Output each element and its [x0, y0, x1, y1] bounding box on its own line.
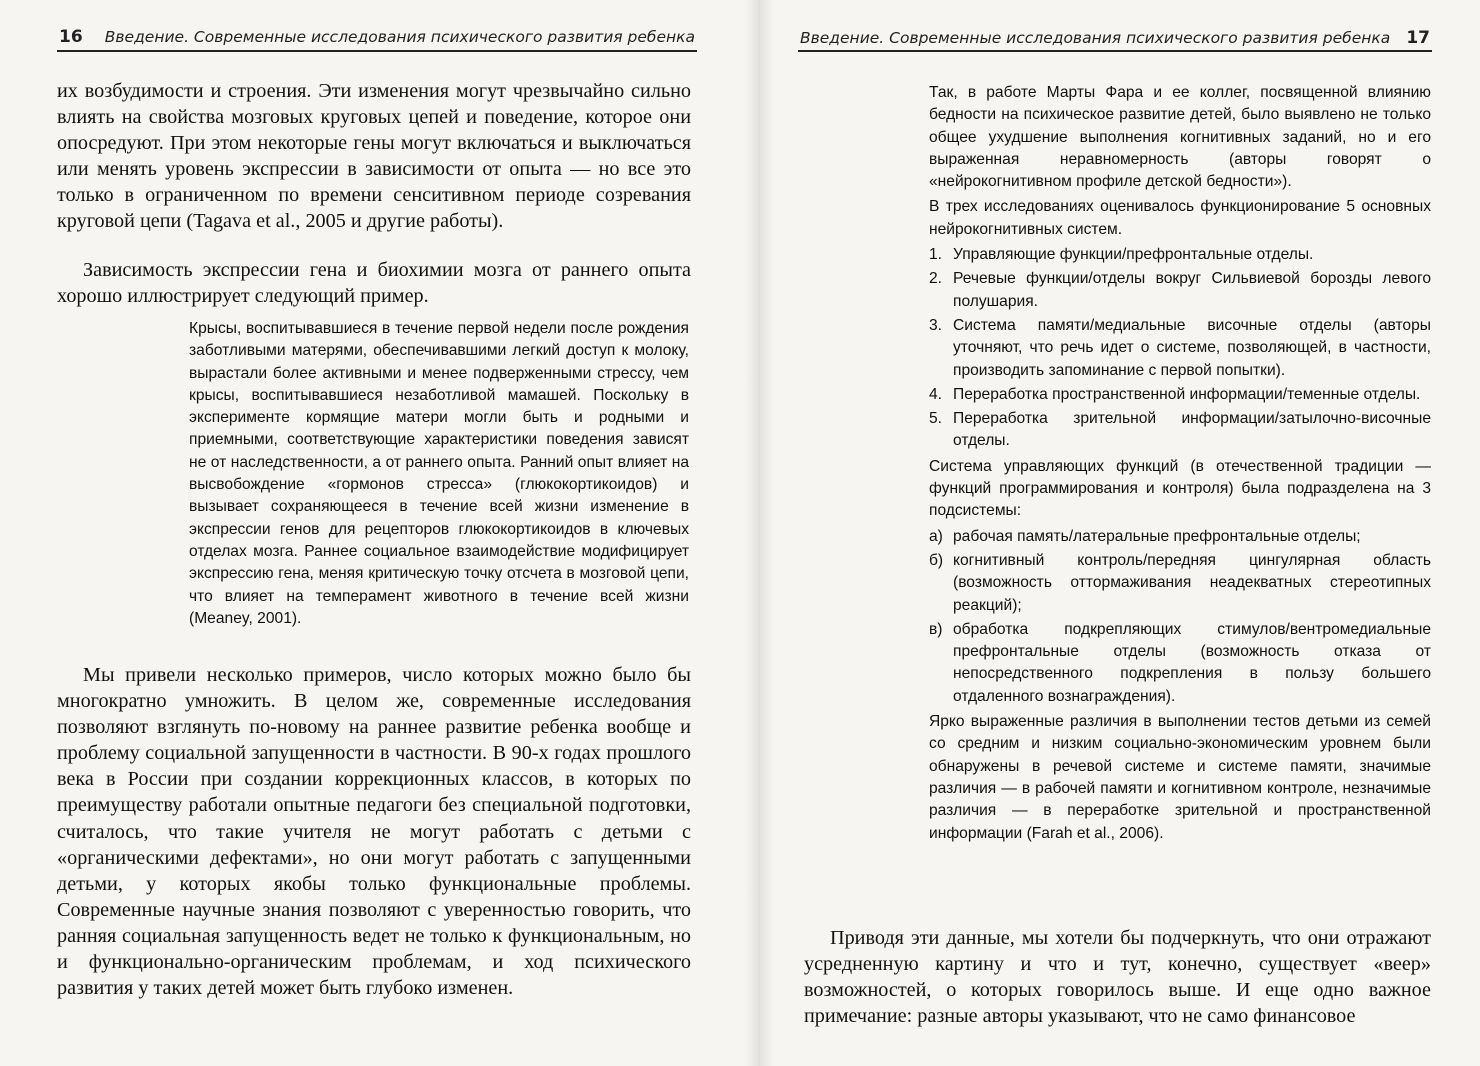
right-page: [774, 0, 1480, 1066]
left-quote-block: Крысы, воспитывавшиеся в течение первой недели после рождения заботливыми матерями, обеспечивавшими легкий доступ к молоку, вырастали более активными и менее подверженными стрессу, чем крысы, воспитывавшиеся незаботливой мамашей. Поскольку в эксперименте кормящие матери могли быть и родными и приемными, соответствующие характеристики поведения зависят не от наследственности, а от раннего опыта. Ранний опыт влияет на высвобождение «гормонов стресса» (глюкокортикоидов) и вызывает сохраняющееся в течение всей жизни изменение в экспрессии генов для рецепторов глюкокортикоидов в ключевых отделах мозга. Раннее социальное взаимодействие модифицирует экспрессию гена, меняя критическую точку отсчета в мозговой цепи, что влияет на темперамент животного в течение всей жизни (Meaney, 2001).: [189, 320, 689, 627]
list-item: [929, 619, 1431, 708]
list-item-text: Система памяти/медиальные височные отделы (авторы уточняют, что речь идет о системе, позволяющей, в частности, производить запоминание с первой попытки).: [953, 316, 1431, 379]
list-item: [929, 550, 1431, 617]
list-marker: б): [929, 551, 944, 569]
list-marker: 5.: [929, 410, 943, 428]
right-paragraph-final: Приводя эти данные, мы хотели бы подчеркнуть, что они отражают усредненную картину и что и тут, конечно, существует «веер» возможностей, о которых говорилось выше. И еще одно важное примечание: разные авторы указывают, что не само финансовое: [804, 927, 1431, 1028]
left-paragraph-3: Мы привели несколько примеров, число которых можно было бы многократно умножить. В целом же, современные исследования позволяют взглянуть по-новому на раннее развитие ребенка вообще и проблему социальной запущенности в частности. В 90-х годах прошлого века в России при создании коррекционных классов, в которых по преимуществу работали опытные педагоги без специальной подготовки, считалось, что такие учителя не могут работать с детьми с «органическими дефектами», но они могут работать с запущенными детьми, у которых якобы только функциональные проблемы. Современные научные знания позволяют с уверенностью говорить, что ранняя социальная запущенность ведет не только к функциональным, но и функционально-органическим проблемам, и ход психического развития у таких детей может быть глубоко изменен.: [57, 664, 691, 1000]
right-page-number: 17: [1406, 28, 1430, 48]
list-marker: 2.: [929, 270, 943, 288]
book-gutter: [744, 0, 774, 1066]
list-item-text: Управляющие функции/префронтальные отделы.: [953, 246, 1314, 264]
inset-subsystems-intro: Система управляющих функций (в отечественной традиции — функций программирования и контроля) была подразделена на 3 подсистемы:: [929, 457, 1431, 520]
list-item: [929, 408, 1431, 453]
inset-conclusion: Ярко выраженные различия в выполнении тестов детьми из семей со средним и низким социально-экономическим уровнем были обнаружены в речевой системе и системе памяти, значимые различия — в рабочей памяти и когнитивном контроле, незначимые различия — в переработке зрительной и пространственной информации (Farah et al., 2006).: [929, 713, 1431, 842]
list-marker: 4.: [929, 385, 943, 403]
list-item-text: Речевые функции/отделы вокруг Сильвиевой борозды левого полушария.: [953, 270, 1431, 310]
list-item: [929, 244, 1431, 266]
left-page-number: 16: [59, 27, 83, 47]
list-item: [929, 384, 1431, 406]
left-running-head: [57, 26, 697, 52]
list-item: [929, 526, 1431, 548]
right-running-head: [798, 26, 1432, 52]
inset-systems-intro: В трех исследованиях оценивалось функционирование 5 основных нейрокогнитивных систем.: [929, 198, 1431, 238]
list-marker: 1.: [929, 246, 943, 264]
list-marker: в): [929, 620, 943, 638]
left-paragraph-2: Зависимость экспрессии гена и биохимии мозга от раннего опыта хорошо иллюстрирует следующий пример.: [57, 259, 691, 308]
list-item: [929, 268, 1431, 313]
subsystems-list: [929, 526, 1431, 708]
systems-list: [929, 244, 1431, 453]
list-item-text: рабочая память/латеральные префронтальные отделы;: [953, 527, 1361, 545]
list-item-text: обработка подкрепляющих стимулов/вентромедиальные префронтальные отделы (возможность отказа от непосредственного подкрепления в пользу большего отдаленного вознаграждения).: [953, 620, 1431, 705]
inset-intro: Так, в работе Марты Фара и ее коллег, посвященной влиянию бедности на психическое развитие детей, было выявлено не только общее ухудшение выполнения когнитивных заданий, но и его выраженная неравномерность (авторы говорят о «нейрокогнитивном профиле детской бедности»).: [929, 84, 1431, 191]
right-inset-block: [929, 82, 1431, 848]
list-item: [929, 315, 1431, 382]
list-item-text: Переработка зрительной информации/затылочно-височные отделы.: [953, 410, 1431, 450]
list-marker: а): [929, 527, 943, 545]
right-running-head-title: Введение. Современные исследования психического развития ребенка: [800, 29, 1391, 47]
list-item-text: Переработка пространственной информации/теменные отделы.: [953, 385, 1421, 403]
left-paragraph-1: их возбудимости и строения. Эти изменения могут чрезвычайно сильно влиять на свойства мозговых круговых цепей и поведение, которое они опосредуют. При этом некоторые гены могут включаться и выключаться или менять уровень экспрессии в зависимости от опыта — но все это только в ограниченном по времени сенситивном периоде созревания круговой цепи (Tagava et al., 2005 и другие работы).: [57, 80, 691, 233]
list-item-text: когнитивный контроль/передняя цингулярная область (возможность оттормаживания неадекватных стереотипных реакций);: [953, 551, 1431, 614]
list-marker: 3.: [929, 316, 943, 334]
left-running-head-title: Введение. Современные исследования психического развития ребенка: [104, 28, 695, 46]
